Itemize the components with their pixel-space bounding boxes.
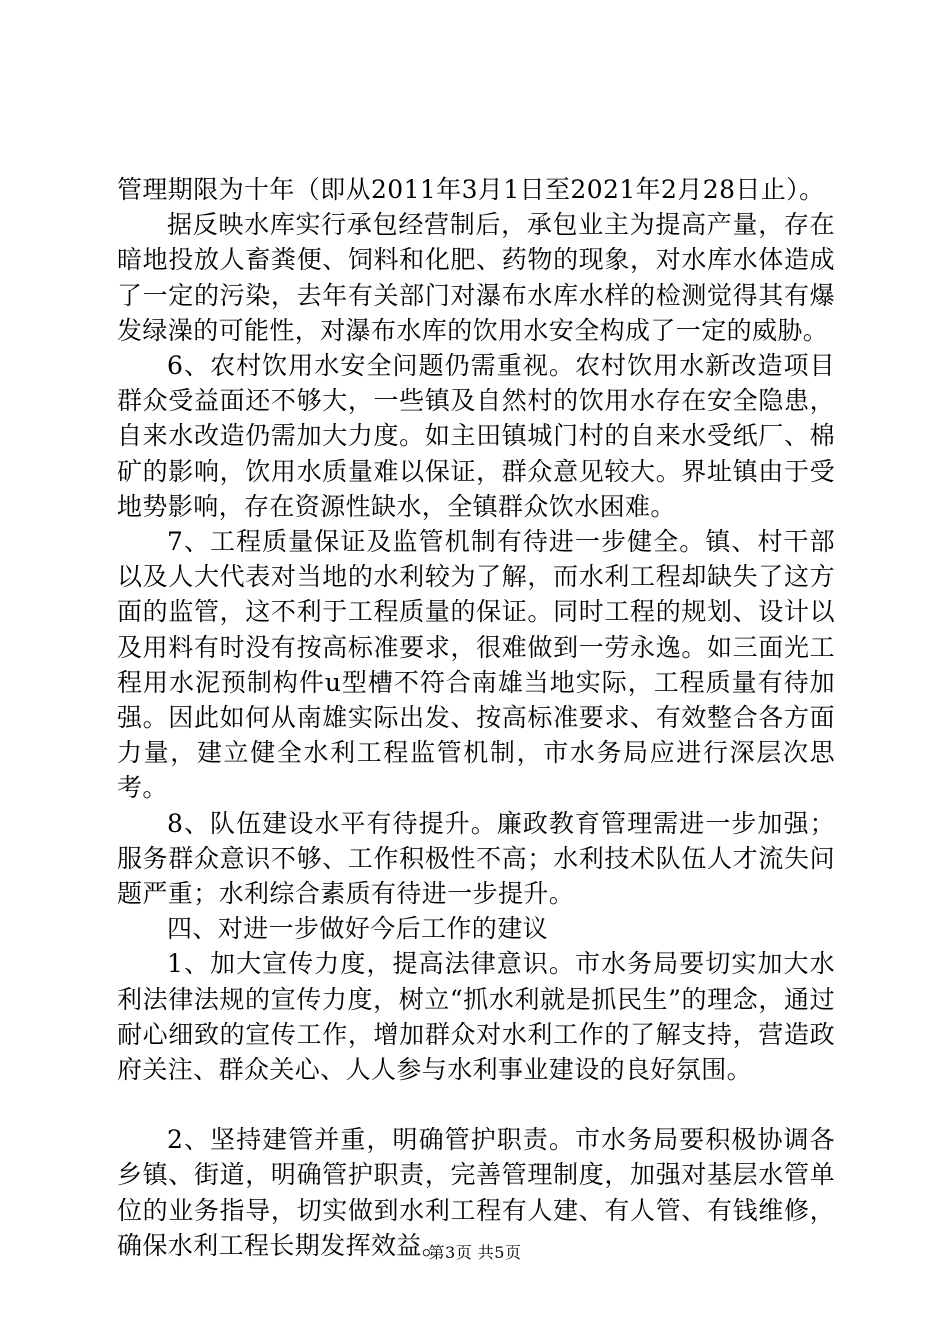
document-body: [117, 172, 835, 1263]
paragraph-item-8: 8、队伍建设水平有待提升。廉政教育管理需进一步加强；服务群众意识不够、工作积极性不高；水利技术队伍人才流失问题严重；水利综合素质有待进一步提升。: [117, 808, 835, 909]
paragraph-item-7: 7、工程质量保证及监管机制有待进一步健全。镇、村干部以及人大代表对当地的水利较为了解，而水利工程却缺失了这方面的监管，这不利于工程质量的保证。同时工程的规划、设计以及用料有时没有按高标准要求，很难做到一劳永逸。如三面光工程用水泥预制构件u型槽不符合南雄当地实际，工程质量有待加强。因此如何从南雄实际出发、按高标准要求、有效整合各方面力量，建立健全水利工程监管机制，市水务局应进行深层次思考。: [117, 527, 835, 803]
paragraph-suggestion-2: 2、坚持建管并重，明确管护职责。市水务局要积极协调各乡镇、街道，明确管护职责，完善管理制度，加强对基层水管单位的业务指导，切实做到水利工程有人建、有人管、有钱维修，确保水利工程长期发挥效益。: [117, 1125, 835, 1260]
paragraph-reservoir-pollution: 据反映水库实行承包经营制后，承包业主为提高产量，存在暗地投放人畜粪便、饲料和化肥、药物的现象，对水库水体造成了一定的污染，去年有关部门对瀑布水库水样的检测觉得其有爆发绿澡的可能性，对瀑布水库的饮用水安全构成了一定的威胁。: [117, 210, 835, 345]
paragraph-suggestion-1: 1、加大宣传力度，提高法律意识。市水务局要切实加大水利法律法规的宣传力度，树立“抓水利就是抓民生”的理念，通过耐心细致的宣传工作，增加群众对水利工作的了解支持，营造政府关注、群众关心、人人参与水利事业建设的良好氛围。: [117, 949, 835, 1085]
paragraph-management-period: 管理期限为十年（即从2011年3月1日至2021年2月28日止）。: [117, 175, 825, 204]
page-number-footer: 第3页 共5页: [428, 1243, 522, 1262]
paragraph-item-6: 6、农村饮用水安全问题仍需重视。农村饮用水新改造项目群众受益面还不够大，一些镇及自然村的饮用水存在安全隐患，自来水改造仍需加大力度。如主田镇城门村的自来水受纸厂、棉矿的影响，饮用水质量难以保证，群众意见较大。界址镇由于受地势影响，存在资源性缺水，全镇群众饮水困难。: [117, 351, 835, 521]
section-heading-suggestions: 四、对进一步做好今后工作的建议: [167, 914, 549, 944]
